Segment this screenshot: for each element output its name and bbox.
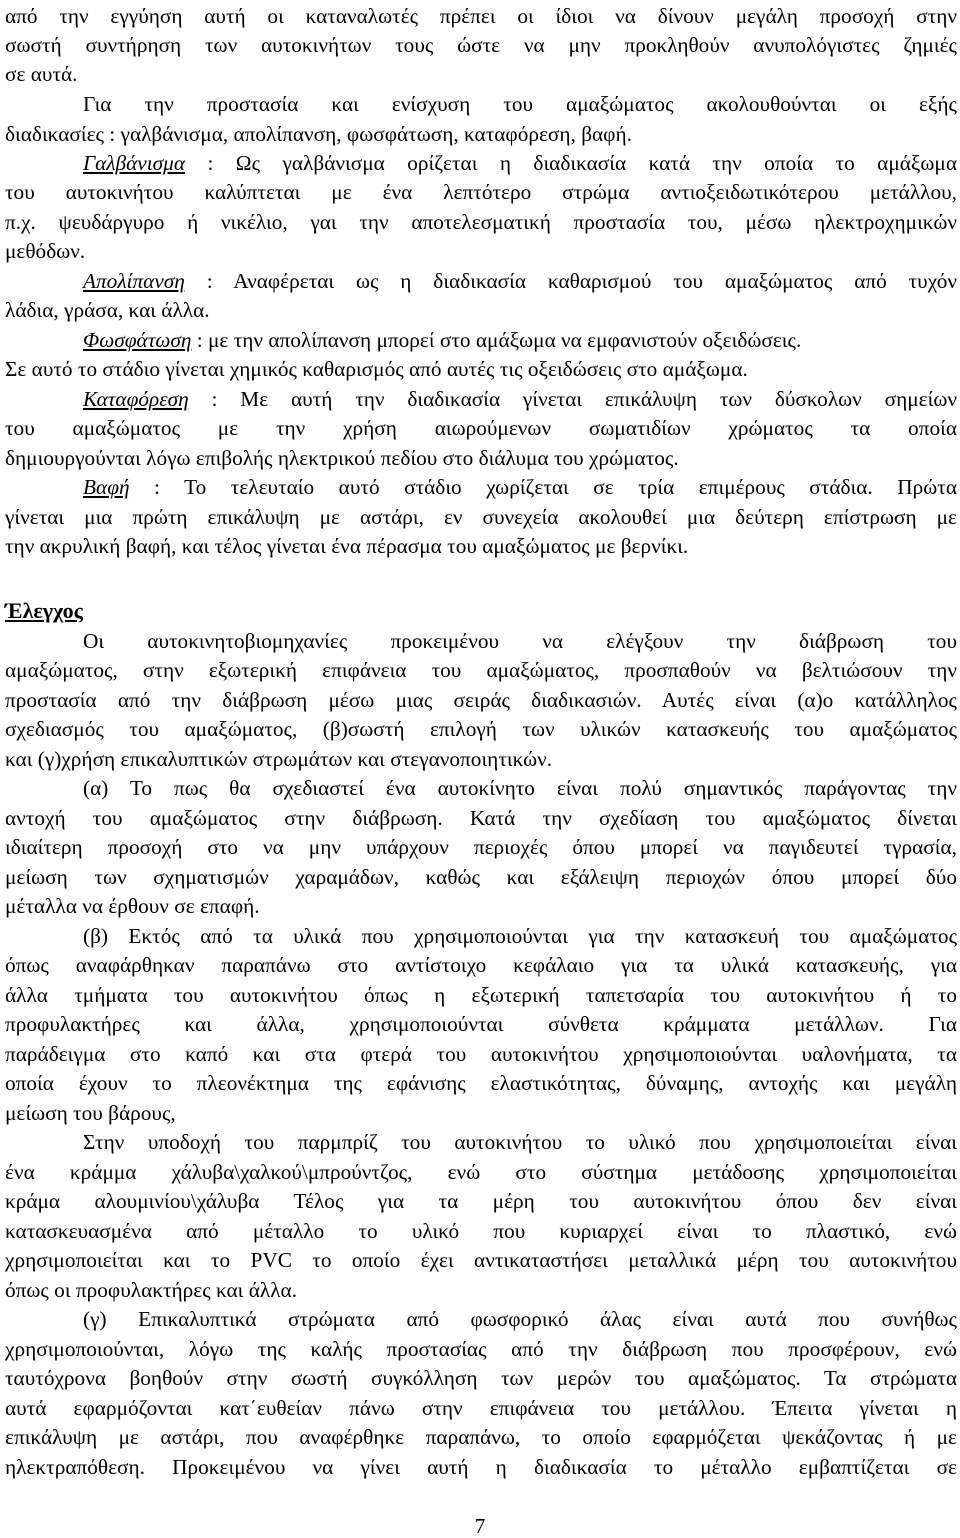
text-line: γίνεται μια πρώτη επικάλυψη με αστάρι, εν συνεχεία ακολουθεί μια δεύτερη επίστρωση με <box>5 505 957 529</box>
line-text: : Με αυτή την διαδικασία γίνεται επικάλυψη των δύσκολων σημείων <box>188 387 957 411</box>
text-line: όπως αναφάρθηκαν παραπάνω στο αντίστοιχο κεφάλαιο για τα υλικά κατασκευής, για <box>5 953 957 977</box>
text-line: λάδια, γράσα, και άλλα. <box>5 298 210 322</box>
text-line: από την εγγύηση αυτή οι καταναλωτές πρέπει οι ίδιοι να δίνουν μεγάλη προσοχή στην <box>5 4 957 28</box>
text-line: άλλα τμήματα του αυτοκινήτου όπως η εξωτερική ταπετσαρία του αυτοκινήτου ή το <box>5 983 957 1007</box>
text-line: π.χ. ψευδάργυρο ή νικέλιο, γαι την αποτελεσματική προστασία του, μέσω ηλεκτροχημικών <box>5 210 957 234</box>
text-line: προφυλακτήρες και άλλα, χρησιμοποιούνται σύνθετα κράμματα μετάλλων. Για <box>5 1012 957 1036</box>
text-line: ηλεκτραπόθεση. Προκειμένου να γίνει αυτή η διαδικασία το μέταλλο εμβαπτίζεται σε <box>5 1455 957 1479</box>
text-line: προστασία από την διάβρωση μέσω μιας σειράς διαδικασιών. Αυτές είναι (α)ο κατάλληλος <box>5 688 957 712</box>
line-text: : Το τελευταίο αυτό στάδιο χωρίζεται σε τρία επιμέρους στάδια. Πρώτα <box>129 475 957 499</box>
text-line: σωστή συντήρηση των αυτοκινήτων τους ώστε να μην προκληθούν ανυπολόγιστες ζημιές <box>5 33 957 57</box>
text-line: παράδειγμα στο καπό και στα φτερά του αυτοκινήτου χρησιμοποιούνται υαλονήματα, τα <box>5 1042 957 1066</box>
text-line: κατασκευασμένα από μέταλλο το υλικό που κυριαρχεί είναι το πλαστικό, ενώ <box>5 1219 957 1243</box>
line-text: : Ως γαλβάνισμα ορίζεται η διαδικασία κατά την οποία το αμάξωμα <box>185 151 957 175</box>
text-line: αμαξώματος, στην εξωτερική επιφάνεια του αμαξώματος, προσπαθούν να βελτιώσουν την <box>5 658 957 682</box>
section-heading: Έλεγχος <box>5 598 83 623</box>
text-line: Σε αυτό το στάδιο γίνεται χημικός καθαρισμός από αυτές τις οξειδώσεις στο αμάξωμα. <box>5 357 748 381</box>
text-line <box>83 384 957 414</box>
text-line: ιδιαίτερη προσοχή στο να μην υπάρχουν περιοχές όπου μπορεί να παγιδευτεί τγρασία, <box>5 835 957 859</box>
text-line: επικάλυψη με αστάρι, που αναφέρθηκε παραπάνω, το οποίο εφαρμόζεται ψεκάζοντας ή με <box>5 1425 957 1449</box>
term-painting: Βαφή <box>83 475 130 499</box>
text-line: (α) Το πως θα σχεδιαστεί ένα αυτοκίνητο είναι πολύ σημαντικός παράγοντας την <box>83 776 957 800</box>
page-number: 7 <box>474 1514 486 1538</box>
text-line: (β) Εκτός από τα υλικά που χρησιμοποιούνται για την κατασκευή του αμαξώματος <box>83 924 957 948</box>
term-electrophoresis: Καταφόρεση <box>83 387 189 411</box>
text-line: (γ) Επικαλυπτικά στρώματα από φωσφορικό άλας είναι αυτά που συνήθως <box>83 1307 957 1331</box>
text-line: δημιουργούνται λόγω επιβολής ηλεκτρικού πεδίου στο διάλυμα του χρώματος. <box>5 446 679 470</box>
line-text: : με την απολίπανση μπορεί στο αμάξωμα να εμφανιστούν οξειδώσεις. <box>191 328 802 352</box>
text-line: μείωση του βάρους, <box>5 1101 176 1125</box>
text-line <box>83 266 957 296</box>
text-line: Στην υποδοχή του παρμπρίζ του αυτοκινήτου το υλικό που χρησιμοποιείται είναι <box>83 1130 957 1154</box>
text-line: Για την προστασία και ενίσχυση του αμαξώματος ακολουθούνται οι εξής <box>83 92 957 116</box>
text-line: του αμαξώματος με την χρήση αιωρούμενων σωματιδίων χρώματος τα οποία <box>5 416 957 440</box>
text-line: αντοχή του αμαξώματος στην διάβρωση. Κατά την σχεδίαση του αμαξώματος δίνεται <box>5 806 957 830</box>
text-line <box>83 472 957 502</box>
term-galvanizing: Γαλβάνισμα <box>83 151 186 175</box>
text-line: οποία έχουν το πλεονέκτημα της εφάνισης ελαστικότητας, δύναμης, αντοχής και μεγάλη <box>5 1071 957 1095</box>
term-degreasing: Απολίπανση <box>83 269 185 293</box>
text-line <box>83 148 957 178</box>
text-line: χρησιμοποιείται και το PVC το οποίο έχει αντικαταστήσει μεταλλικά μέρη του αυτοκινήτου <box>5 1248 957 1272</box>
text-line: όπως οι προφυλακτήρες και άλλα. <box>5 1278 298 1302</box>
text-line: την ακρυλική βαφή, και τέλος γίνεται ένα πέρασμα του αμαξώματος με βερνίκι. <box>5 534 689 558</box>
text-line: του αυτοκινήτου καλύπτεται με ένα λεπτότερο στρώμα αντιοξειδωτικότερου μετάλλου, <box>5 180 957 204</box>
text-line: μεθόδων. <box>5 239 86 263</box>
text-line: ένα κράμμα χάλυβα\χαλκού\μπρούντζος, ενώ στο σύστημα μετάδοσης χρησιμοποιείται <box>5 1160 957 1184</box>
text-line: χρησιμοποιούνται, λόγω της καλής προστασίας από την διάβρωση που προσφέρουν, ενώ <box>5 1337 957 1361</box>
text-line <box>83 325 957 355</box>
text-line: μείωση των σχηματισμών χαραμάδων, καθώς και εξάλειψη περιοχών όπου μπορεί δύο <box>5 865 957 889</box>
term-phosphating: Φωσφάτωση <box>83 328 192 352</box>
text-line: σχεδιασμός του αμαξώματος, (β)σωστή επιλογή των υλικών κατασκευής του αμαξώματος <box>5 717 957 741</box>
text-line: διαδικασίες : γαλβάνισμα, απολίπανση, φωσφάτωση, καταφόρεση, βαφή. <box>5 122 632 146</box>
text-line: σε αυτά. <box>5 62 78 86</box>
line-text: : Αναφέρεται ως η διαδικασία καθαρισμού του αμαξώματος από τυχόν <box>184 269 957 293</box>
text-line: Οι αυτοκινητοβιομηχανίες προκειμένου να ελέγξουν την διάβρωση του <box>83 629 957 653</box>
text-line: ταυτόχρονα βοηθούν στην σωστή συγκόλληση των μερών του αμαξώματος. Τα στρώματα <box>5 1366 957 1390</box>
text-line: κράμα αλουμινίου\χάλυβα Τέλος για τα μέρη του αυτοκινήτου όπου δεν είναι <box>5 1189 957 1213</box>
text-line: μέταλλα να έρθουν σε επαφή. <box>5 894 260 918</box>
text-line: και (γ)χρήση επικαλυπτικών στρωμάτων και στεγανοποιητικών. <box>5 747 553 771</box>
text-line: αυτά εφαρμόζονται κατ΄ευθείαν πάνω στην επιφάνεια του μετάλλου. Έπειτα γίνεται η <box>5 1396 957 1420</box>
